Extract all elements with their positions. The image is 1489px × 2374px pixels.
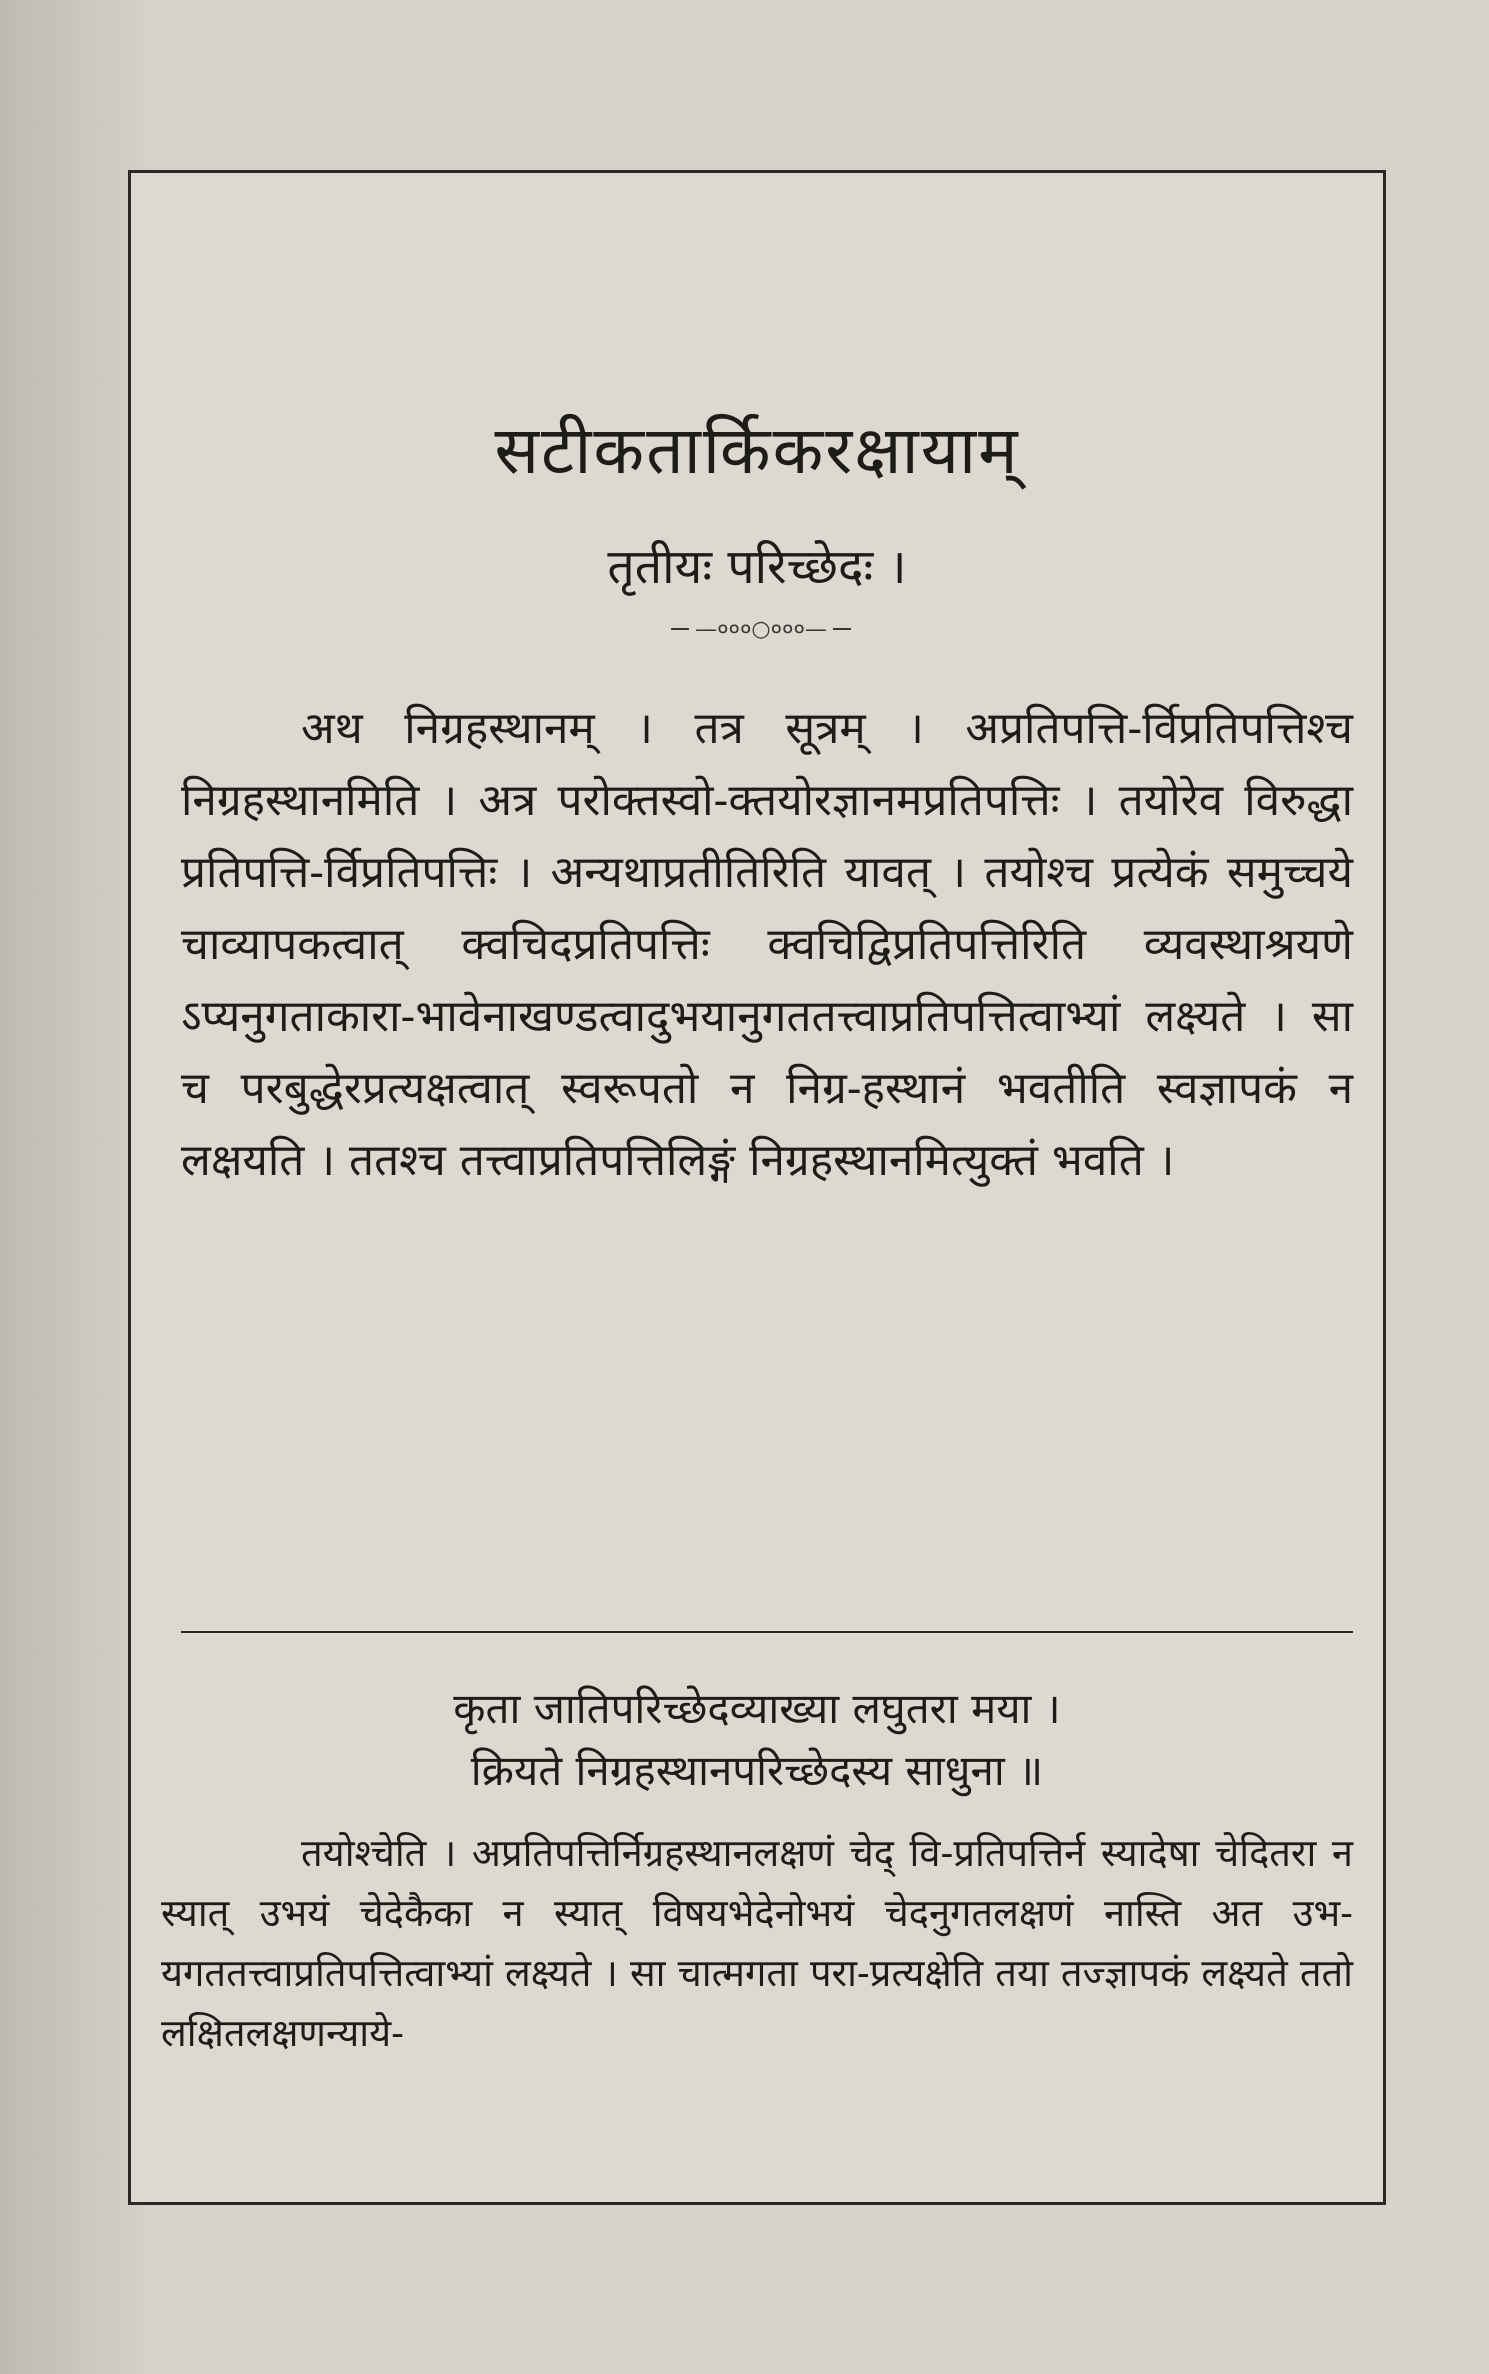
verse-block	[131, 1678, 1383, 1802]
page-title: सटीकतार्किकरक्षायाम्	[494, 412, 1020, 489]
text-block-frame	[128, 170, 1386, 2205]
ornament-glyph: —०००○०००—	[689, 617, 833, 642]
sutra-paragraph: अथ निग्रहस्थानम् । तत्र सूत्रम् । अप्रतिपत्ति-र्विप्रतिपत्तिश्च निग्रहस्थानमिति । अत्र परोक्तस्वो-क्तयोरज्ञानमप्रतिपत्तिः । तयोरेव विरुद्धा प्रतिपत्ति-र्विप्रतिपत्तिः । अन्यथाप्रतीतिरिति यावत् । तयोश्च प्रत्येकं समुच्चये चाव्यापकत्वात् क्वचिदप्रतिपत्तिः क्वचिद्विप्रतिपत्तिरिति व्यवस्थाश्रयणे ऽप्यनुगताकारा-भावेनाखण्डत्वादुभयानुगततत्त्वाप्रतिपत्तित्वाभ्यां लक्ष्यते । सा च परबुद्धेरप्रत्यक्षत्वात् स्वरूपतो न निग्र-हस्थानं भवतीति स्वज्ञापकं न लक्षयति । ततश्च तत्त्वाप्रतिपत्तिलिङ्गं निग्रहस्थानमित्युक्तं भवति ।	[181, 703, 1353, 1186]
section-divider	[181, 1631, 1353, 1633]
verse-line-2: क्रियते निग्रहस्थानपरिच्छेदस्य साधुना ॥	[470, 1746, 1044, 1795]
commentary-paragraph: तयोश्चेति । अप्रतिपत्तिर्निग्रहस्थानलक्षणं चेद् वि-प्रतिपत्तिर्न स्यादेषा चेदितरा न स्यात् उभयं चेदेकैका न स्यात् विषयभेदेनोभयं चेदनुगतलक्षणं नास्ति अत उभ-यगततत्त्वाप्रतिपत्तित्वाभ्यां लक्ष्यते । सा चात्मगता परा-प्रत्यक्षेति तया तज्ज्ञापकं लक्ष्यते ततो लक्षितलक्षणन्याये-	[161, 1831, 1353, 2055]
verse-line-1: कृता जातिपरिच्छेदव्याख्या लघुतरा मया ।	[453, 1684, 1061, 1733]
chapter-subtitle: तृतीयः परिच्छेदः ।	[607, 539, 907, 595]
ornament-divider	[671, 617, 851, 642]
